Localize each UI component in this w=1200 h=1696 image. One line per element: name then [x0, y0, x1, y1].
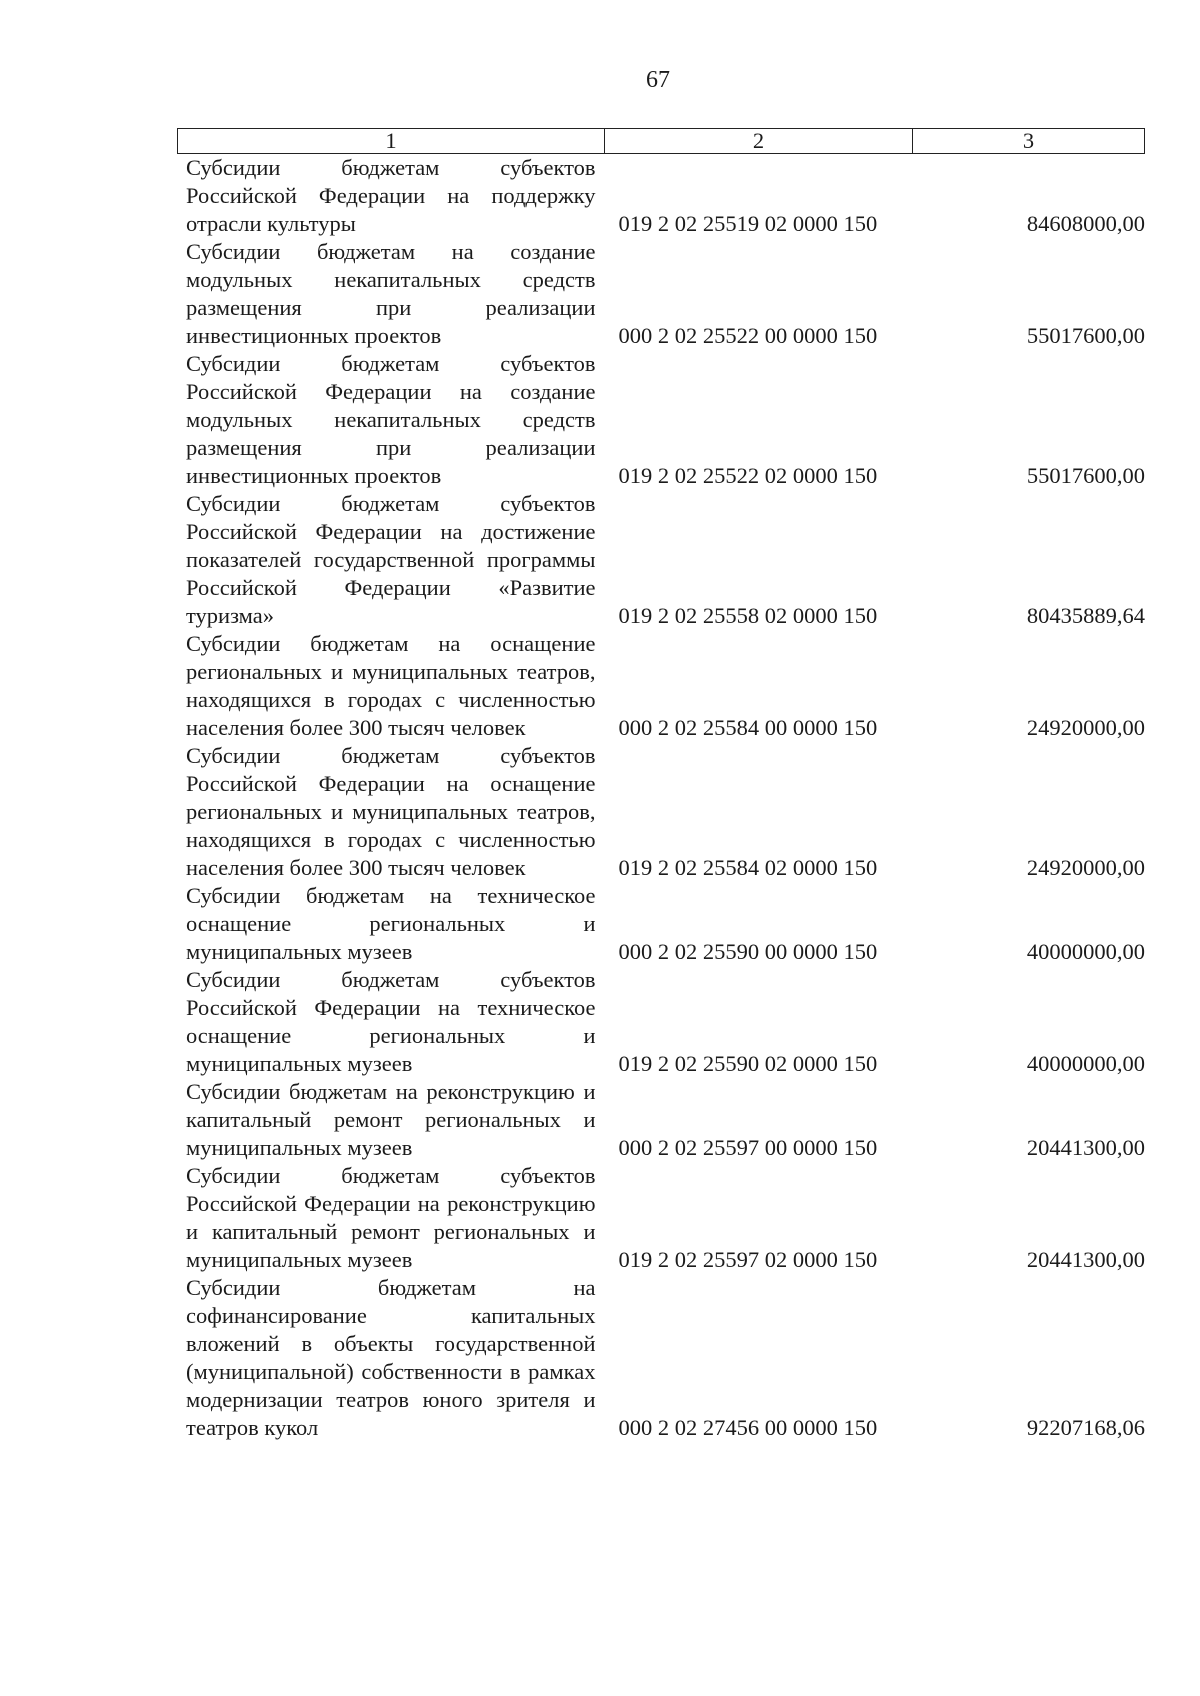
table-row — [177, 1274, 1145, 1442]
table-row — [177, 350, 1145, 490]
row-amount: 20441300,00 — [1026, 1247, 1145, 1272]
row-code: 000 2 02 25584 00 0000 150 — [618, 715, 878, 740]
column-header-3: 3 — [1022, 128, 1035, 153]
row-code: 019 2 02 25597 02 0000 150 — [618, 1247, 878, 1272]
row-amount: 20441300,00 — [1026, 1135, 1145, 1160]
row-amount: 84608000,00 — [1026, 211, 1145, 236]
page-number: 67 — [646, 67, 670, 93]
row-code: 019 2 02 25522 02 0000 150 — [618, 463, 878, 488]
row-amount: 55017600,00 — [1026, 463, 1145, 488]
row-amount: 40000000,00 — [1026, 1051, 1145, 1076]
table-row — [177, 238, 1145, 350]
row-amount: 40000000,00 — [1026, 939, 1145, 964]
column-header-1: 1 — [178, 129, 605, 153]
row-name: Субсидии бюджетам на реконструкцию и капитальный ремонт региональных и муниципальных музеев — [186, 1079, 596, 1160]
row-code: 019 2 02 25584 02 0000 150 — [618, 855, 878, 880]
row-amount: 55017600,00 — [1026, 323, 1145, 348]
table-row — [177, 154, 1145, 238]
row-name: Субсидии бюджетам субъектов Российской Федерации на техническое оснащение региональных и муниципальных музеев — [186, 967, 596, 1076]
row-amount: 24920000,00 — [1026, 715, 1145, 740]
row-name: Субсидии бюджетам субъектов Российской Федерации на оснащение региональных и муниципальных театров, находящихся в городах с численностью населения более 300 тысяч человек — [186, 743, 596, 880]
row-name: Субсидии бюджетам на софинансирование капитальных вложений в объекты государственной (муниципальной) собственности в рамках модернизации театров юного зрителя и театров кукол — [186, 1275, 596, 1440]
row-name: Субсидии бюджетам на создание модульных некапитальных средств размещения при реализации инвестиционных проектов — [186, 239, 596, 348]
row-name: Субсидии бюджетам субъектов Российской Федерации на поддержку отрасли культуры — [186, 155, 596, 236]
table-row — [177, 1162, 1145, 1274]
row-code: 019 2 02 25558 02 0000 150 — [618, 603, 878, 628]
table-row — [177, 1078, 1145, 1162]
row-name: Субсидии бюджетам субъектов Российской Федерации на достижение показателей государственной программы Российской Федерации «Развитие туризма» — [186, 491, 596, 628]
row-code: 000 2 02 25590 00 0000 150 — [618, 939, 878, 964]
table-row — [177, 742, 1145, 882]
row-amount: 80435889,64 — [1026, 603, 1145, 628]
table-row — [177, 490, 1145, 630]
table-body — [177, 154, 1145, 1442]
row-code: 000 2 02 25522 00 0000 150 — [618, 323, 878, 348]
table-header — [177, 128, 1145, 154]
row-code: 019 2 02 25590 02 0000 150 — [618, 1051, 878, 1076]
row-name: Субсидии бюджетам на техническое оснащение региональных и муниципальных музеев — [186, 883, 596, 964]
table-row — [177, 882, 1145, 966]
row-name: Субсидии бюджетам субъектов Российской Федерации на реконструкцию и капитальный ремонт региональных и муниципальных музеев — [186, 1163, 596, 1272]
row-name: Субсидии бюджетам субъектов Российской Федерации на создание модульных некапитальных средств размещения при реализации инвестиционных проектов — [186, 351, 596, 488]
row-amount: 92207168,06 — [1026, 1415, 1145, 1440]
budget-table — [177, 128, 1145, 1442]
row-name: Субсидии бюджетам на оснащение региональных и муниципальных театров, находящихся в городах с численностью населения более 300 тысяч человек — [186, 631, 596, 740]
row-code: 000 2 02 25597 00 0000 150 — [618, 1135, 878, 1160]
row-code: 019 2 02 25519 02 0000 150 — [618, 211, 878, 236]
table-row — [177, 630, 1145, 742]
table-row — [177, 966, 1145, 1078]
row-code: 000 2 02 27456 00 0000 150 — [618, 1415, 878, 1440]
column-header-2: 2 — [605, 129, 913, 153]
row-amount: 24920000,00 — [1026, 855, 1145, 880]
